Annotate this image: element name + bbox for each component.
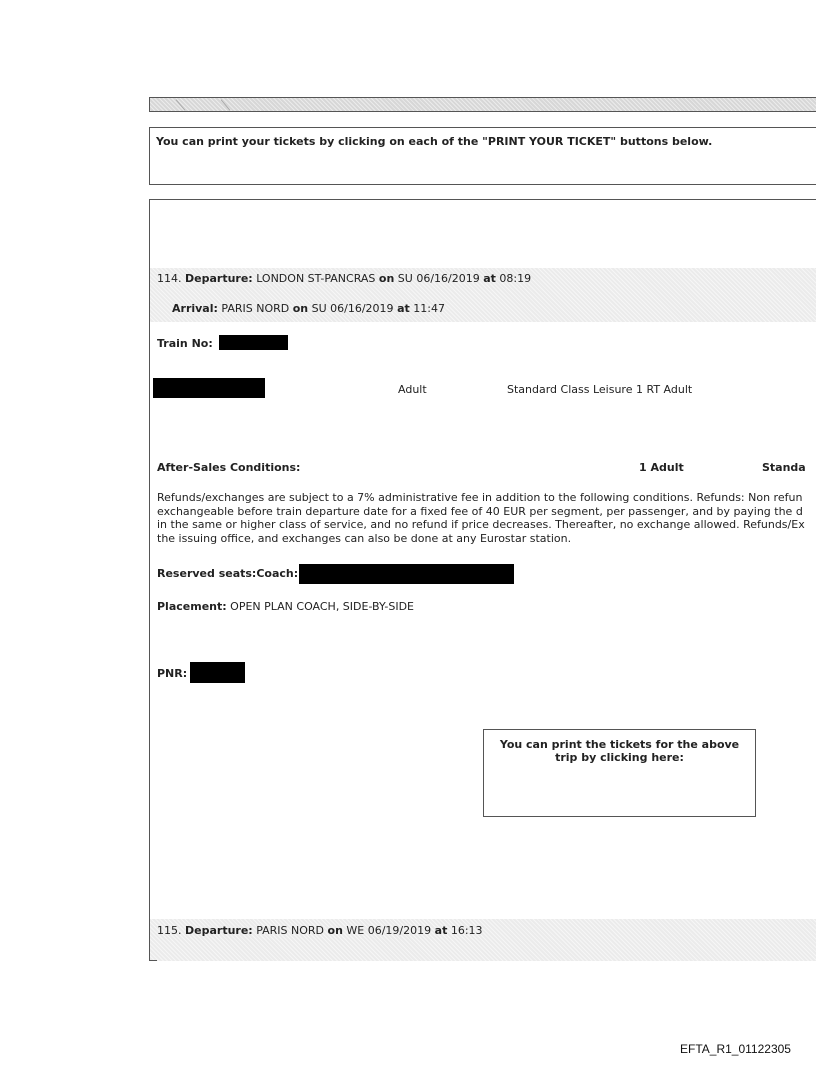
- after-sales-label: After-Sales Conditions:: [157, 461, 301, 474]
- conditions-line: exchangeable before train departure date for a fixed fee of 40 EUR per segment, per passenger, and by paying the d: [157, 504, 803, 518]
- itinerary-box-corner: [149, 960, 157, 961]
- passenger-name-redaction: [153, 378, 265, 398]
- train-no-redaction: [219, 335, 288, 350]
- at-label: at: [483, 272, 496, 285]
- arrival-date: SU 06/16/2019: [311, 302, 394, 315]
- on-label: on: [378, 272, 395, 285]
- segment-114-arrival: [172, 302, 445, 315]
- pnr-redaction: [190, 662, 245, 683]
- header-bar-line: [176, 99, 186, 110]
- departure-label: Departure:: [185, 924, 253, 937]
- passenger-count: 1 Adult: [639, 461, 684, 474]
- on-label: on: [327, 924, 343, 937]
- placement-row: [157, 600, 414, 613]
- print-tickets-text: trip by clicking here:: [555, 751, 684, 764]
- segment-number: 114.: [157, 272, 182, 285]
- at-label: at: [434, 924, 448, 937]
- reserved-seats-label: Reserved seats:Coach:: [157, 567, 299, 580]
- print-tickets-box[interactable]: [483, 729, 756, 817]
- print-instructions-box: [149, 127, 816, 185]
- segment-114-departure: [157, 272, 531, 285]
- class-label: Standa: [762, 461, 806, 474]
- conditions-line: Refunds/exchanges are subject to a 7% administrative fee in addition to the following conditions. Refunds: Non refun: [157, 491, 803, 504]
- departure-date: WE 06/19/2019: [346, 924, 432, 937]
- departure-station: LONDON ST-PANCRAS: [256, 272, 376, 285]
- placement-label: Placement:: [157, 600, 227, 613]
- reserved-seats-redaction: [299, 564, 514, 584]
- at-label: at: [397, 302, 410, 315]
- document-id: EFTA_R1_01122305: [680, 1042, 791, 1056]
- segment-number: 115.: [157, 924, 182, 937]
- print-tickets-text: You can print the tickets for the above: [499, 738, 740, 751]
- arrival-station: PARIS NORD: [221, 302, 290, 315]
- passenger-type: Adult: [398, 383, 427, 396]
- conditions-line: the issuing office, and exchanges can also be done at any Eurostar station.: [157, 531, 572, 545]
- departure-label: Departure:: [185, 272, 253, 285]
- print-instructions-text: You can print your tickets by clicking on each of the "PRINT YOUR TICKET" buttons below.: [156, 135, 713, 148]
- pnr-label: PNR:: [157, 667, 188, 680]
- departure-time: 08:19: [499, 272, 532, 285]
- placement-value: OPEN PLAN COACH, SIDE-BY-SIDE: [230, 600, 415, 613]
- conditions-line: in the same or higher class of service, and no refund if price decreases. Thereafter, no exchange allowed. Refunds/Ex: [157, 518, 805, 531]
- on-label: on: [292, 302, 309, 315]
- departure-time: 16:13: [450, 924, 483, 937]
- header-bar-line: [221, 99, 231, 110]
- arrival-time: 11:47: [413, 302, 445, 315]
- train-no-label: Train No:: [157, 337, 213, 350]
- fare-name: Standard Class Leisure 1 RT Adult: [507, 383, 693, 396]
- header-bar: [149, 97, 816, 112]
- arrival-label: Arrival:: [172, 302, 218, 315]
- departure-date: SU 06/16/2019: [397, 272, 480, 285]
- after-sales-conditions-text: [157, 491, 816, 545]
- segment-115-departure: [157, 924, 483, 937]
- departure-station: PARIS NORD: [256, 924, 325, 937]
